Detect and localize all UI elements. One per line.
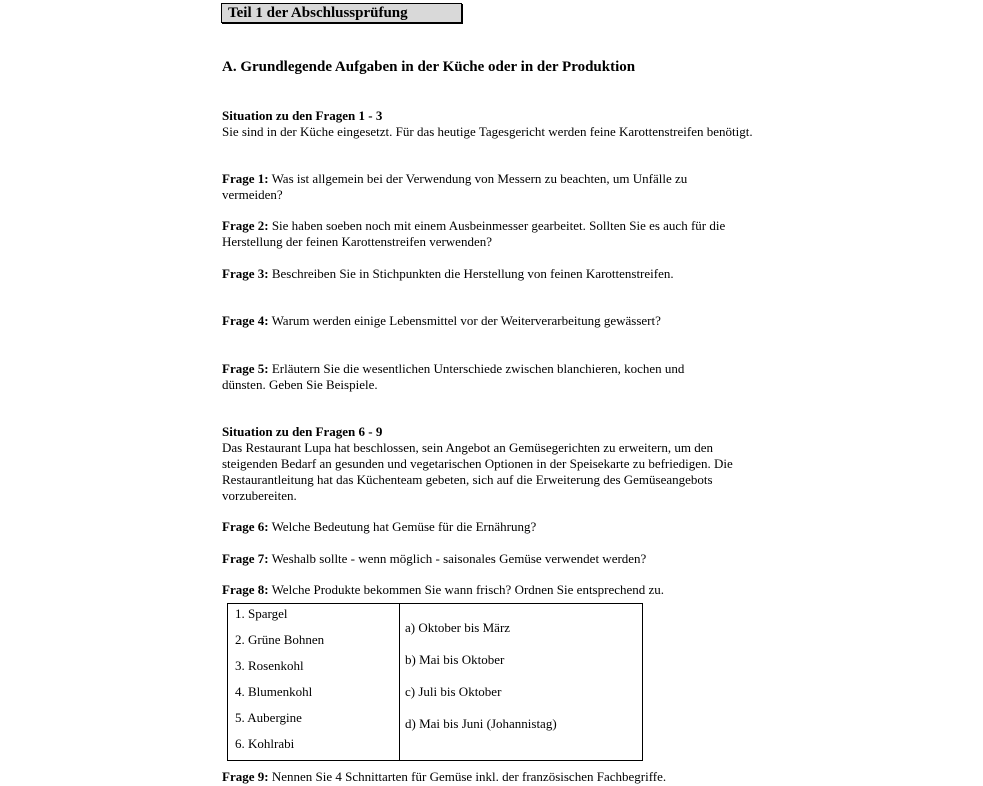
question-4 xyxy=(222,313,782,329)
question-8-text: Welche Produkte bekommen Sie wann frisch? Ordnen Sie entsprechend zu. xyxy=(271,582,665,597)
question-2-label: Frage 2: xyxy=(222,218,269,233)
question-9-label: Frage 9: xyxy=(222,769,269,784)
product-item: 1. Spargel xyxy=(235,606,288,621)
season-item: d) Mai bis Juni (Johannistag) xyxy=(405,716,557,731)
question-3-label: Frage 3: xyxy=(222,266,269,281)
question-5-text: Erläutern Sie die wesentlichen Unterschiede zwischen blanchieren, kochen und dünsten. Geben Sie Beispiele. xyxy=(222,361,685,392)
situation-2-text: Das Restaurant Lupa hat beschlossen, sein Angebot an Gemüsegerichten zu erweitern, um den steigenden Bedarf an gesunden und vegetarischen Optionen in der Speisekarte zu befriedigen. Die Restaurantleitung hat das Küchenteam gebeten, sich auf die Erweiterung des Gemüseangebots vorzubereiten. xyxy=(222,440,733,503)
section-title: A. Grundlegende Aufgaben in der Küche oder in der Produktion xyxy=(222,59,636,75)
question-3-text: Beschreiben Sie in Stichpunkten die Herstellung von feinen Karottenstreifen. xyxy=(271,266,674,281)
situation-1 xyxy=(222,108,782,140)
question-7-label: Frage 7: xyxy=(222,551,269,566)
season-item: a) Oktober bis März xyxy=(405,620,511,635)
matching-table xyxy=(227,603,643,761)
situation-1-text: Sie sind in der Küche eingesetzt. Für das heutige Tagesgericht werden feine Karottenstreifen benötigt. xyxy=(222,124,753,139)
question-8 xyxy=(222,582,782,598)
question-2 xyxy=(222,218,767,250)
question-9-text: Nennen Sie 4 Schnittarten für Gemüse inkl. der französischen Fachbegriffe. xyxy=(271,769,667,784)
question-1-text: Was ist allgemein bei der Verwendung von Messern zu beachten, um Unfälle zu vermeiden? xyxy=(222,171,688,202)
season-item: b) Mai bis Oktober xyxy=(405,652,505,667)
question-8-label: Frage 8: xyxy=(222,582,269,597)
question-1-label: Frage 1: xyxy=(222,171,269,186)
seasons-column xyxy=(400,604,643,761)
question-5 xyxy=(222,361,722,393)
question-6-label: Frage 6: xyxy=(222,519,269,534)
question-4-label: Frage 4: xyxy=(222,313,269,328)
product-item: 5. Aubergine xyxy=(235,710,302,725)
product-item: 6. Kohlrabi xyxy=(235,736,295,751)
situation-2-title: Situation zu den Fragen 6 - 9 xyxy=(222,424,383,439)
question-5-label: Frage 5: xyxy=(222,361,269,376)
situation-2 xyxy=(222,424,752,504)
question-1 xyxy=(222,171,732,203)
question-6 xyxy=(222,519,782,535)
exam-part-title: Teil 1 der Abschlussprüfung xyxy=(221,3,462,23)
question-7 xyxy=(222,551,782,567)
products-column xyxy=(228,604,400,761)
question-7-text: Weshalb sollte - wenn möglich - saisonales Gemüse verwendet werden? xyxy=(271,551,647,566)
question-4-text: Warum werden einige Lebensmittel vor der Weiterverarbeitung gewässert? xyxy=(271,313,661,328)
product-item: 4. Blumenkohl xyxy=(235,684,313,699)
question-9 xyxy=(222,769,782,785)
question-2-text: Sie haben soeben noch mit einem Ausbeinmesser gearbeitet. Sollten Sie es auch für die Herstellung der feinen Karottenstreifen verwenden? xyxy=(222,218,726,249)
question-6-text: Welche Bedeutung hat Gemüse für die Ernährung? xyxy=(271,519,537,534)
product-item: 2. Grüne Bohnen xyxy=(235,632,325,647)
situation-1-title: Situation zu den Fragen 1 - 3 xyxy=(222,108,383,123)
question-3 xyxy=(222,266,782,282)
product-item: 3. Rosenkohl xyxy=(235,658,304,673)
season-item: c) Juli bis Oktober xyxy=(405,684,502,699)
